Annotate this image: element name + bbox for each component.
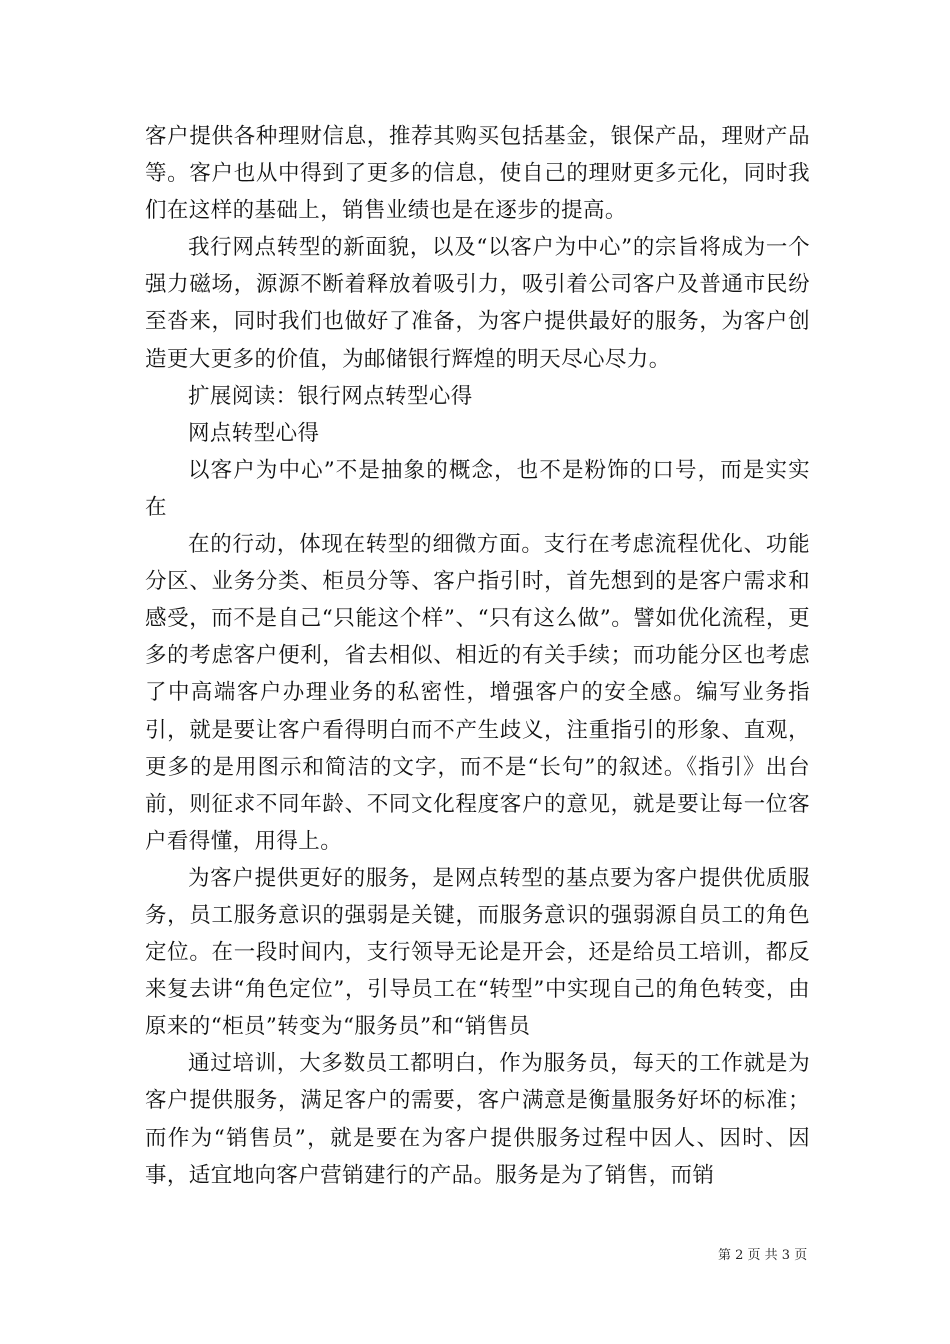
extended-reading-heading: 扩展阅读：银行网点转型心得 bbox=[188, 383, 473, 409]
paragraph-3: 以客户为中心”不是抽象的概念，也不是粉饰的口号，而是实实在 bbox=[145, 457, 810, 520]
paragraph-2: 我行网点转型的新面貌，以及“以客户为中心”的宗旨将成为一个强力磁场，源源不断着释放着吸引力，吸引着公司客户及普通市民纷至沓来，同时我们也做好了准备，为客户提供最好的服务，为客户创造更大更多的价值，为邮储银行辉煌的明天尽心尽力。 bbox=[145, 235, 810, 372]
paragraph-1: 客户提供各种理财信息，推荐其购买包括基金，银保产品，理财产品等。客户也从中得到了更多的信息，使自己的理财更多元化，同时我们在这样的基础上，销售业绩也是在逐步的提高。 bbox=[145, 124, 810, 224]
paragraph-4: 在的行动，体现在转型的细微方面。支行在考虑流程优化、功能分区、业务分类、柜员分等、客户指引时，首先想到的是客户需求和感受，而不是自己“只能这个样”、“只有这么做”。譬如优化流程，更多的考虑客户便利，省去相似、相近的有关手续；而功能分区也考虑了中高端客户办理业务的私密性，增强客户的安全感。编写业务指引，就是要让客户看得明白而不产生歧义，注重指引的形象、直观，更多的是用图示和简洁的文字，而不是“长句”的叙述。《指引》出台前，则征求不同年龄、不同文化程度客户的意见，就是要让每一位客户看得懂，用得上。 bbox=[145, 532, 810, 854]
paragraph-5: 为客户提供更好的服务，是网点转型的基点要为客户提供优质服务，员工服务意识的强弱是关键，而服务意识的强弱源自员工的角色定位。在一段时间内，支行领导无论是开会，还是给员工培训，都反来复去讲“角色定位”，引导员工在“转型”中实现自己的角色转变，由原来的“柜员”转变为“服务员”和“销售员 bbox=[145, 865, 810, 1040]
paragraph-6: 通过培训，大多数员工都明白，作为服务员，每天的工作就是为客户提供服务，满足客户的需要，客户满意是衡量服务好坏的标准；而作为“销售员”，就是要在为客户提供服务过程中因人、因时、因事，适宜地向客户营销建行的产品。服务是为了销售，而销 bbox=[145, 1051, 810, 1188]
section-title: 网点转型心得 bbox=[188, 420, 320, 446]
document-body bbox=[145, 118, 810, 1194]
page-number-footer: 第 2 页 共 3 页 bbox=[718, 1248, 808, 1263]
